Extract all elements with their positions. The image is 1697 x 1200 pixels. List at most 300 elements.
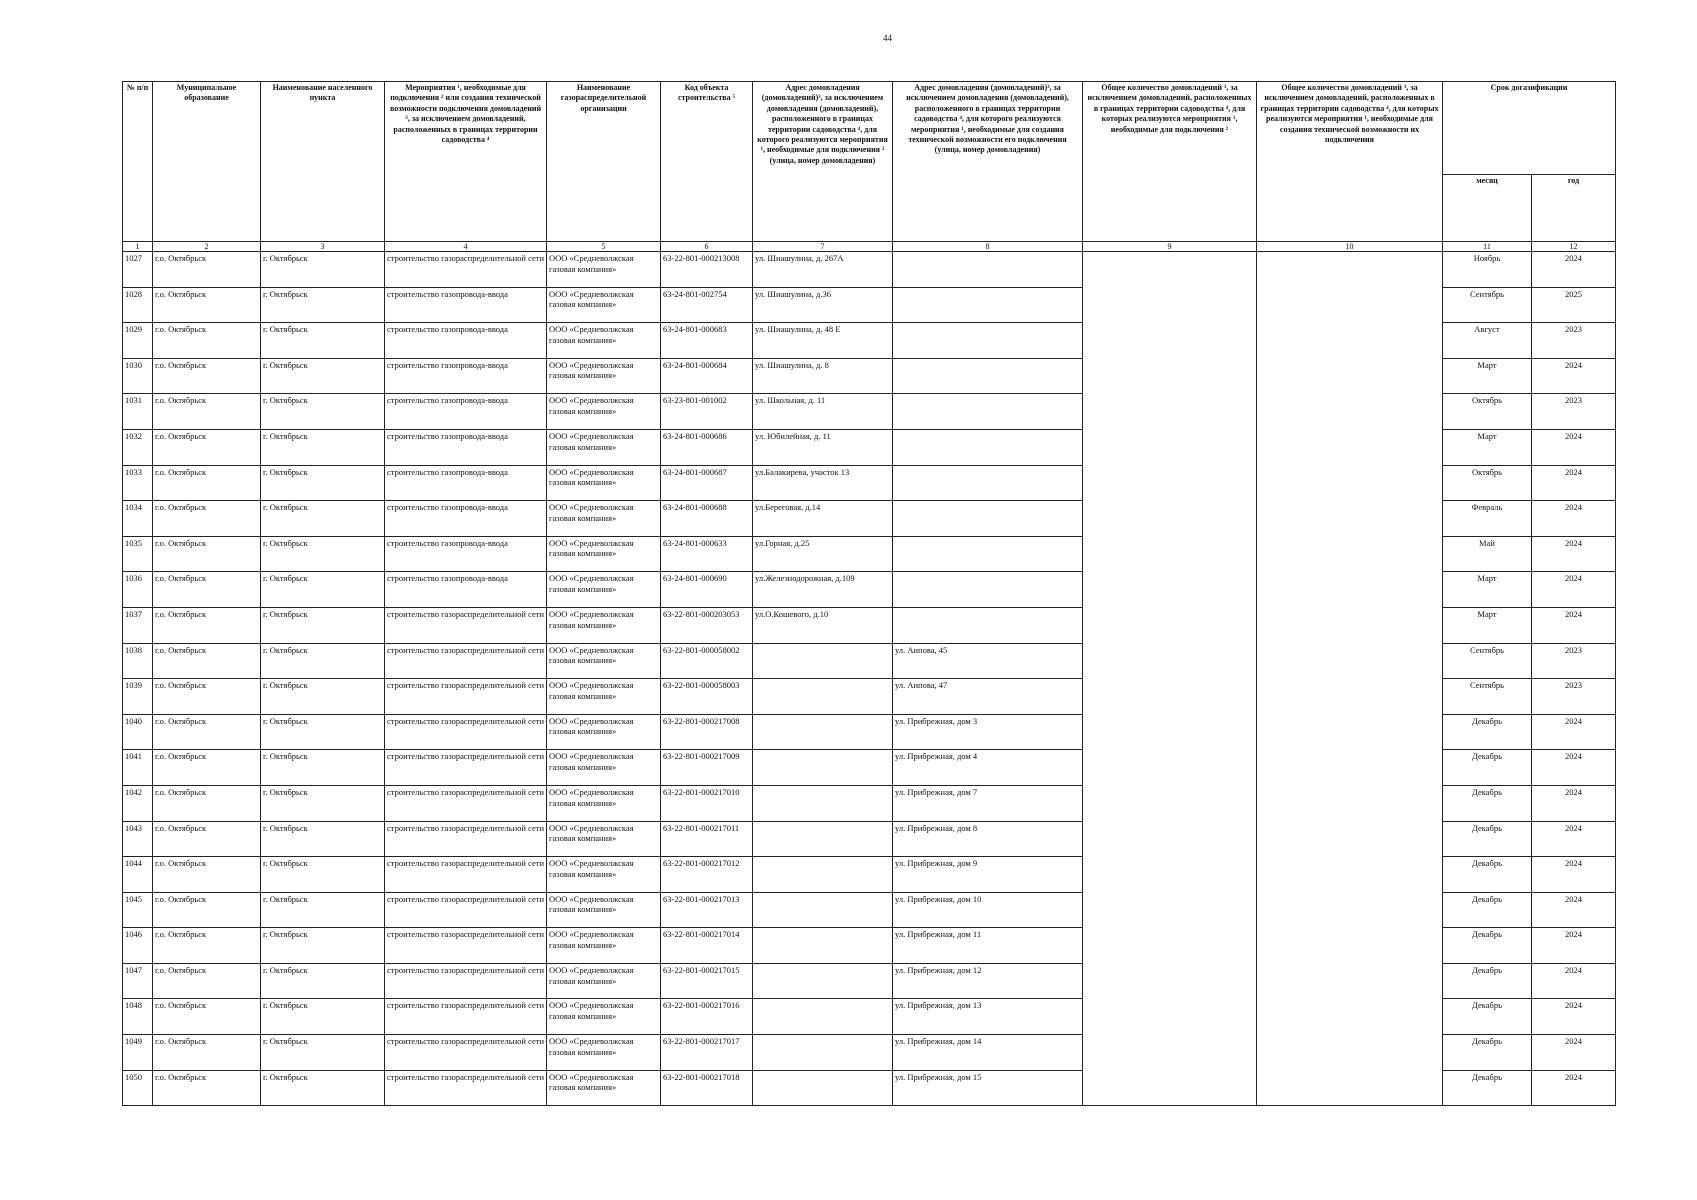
cell-number: 1047 — [123, 963, 153, 999]
cell-address-technical — [893, 572, 1083, 608]
cell-object-code: 63-22-801-000203053 — [661, 607, 753, 643]
cell-year: 2024 — [1532, 714, 1616, 750]
cell-object-code: 63-22-801-000217011 — [661, 821, 753, 857]
cell-municipality: г.о. Октябрьск — [153, 1035, 261, 1071]
cell-month: Март — [1443, 607, 1532, 643]
cell-address-connection: ул. Шиашулина, д. 267А — [753, 252, 893, 288]
table-row — [123, 465, 1616, 501]
cell-settlement: г. Октябрьск — [261, 358, 385, 394]
cell-month: Сентябрь — [1443, 643, 1532, 679]
table-row — [123, 821, 1616, 857]
cell-year: 2023 — [1532, 679, 1616, 715]
cell-object-code: 63-24-801-000690 — [661, 572, 753, 608]
cell-settlement: г. Октябрьск — [261, 429, 385, 465]
cell-count-connection — [1083, 607, 1257, 643]
cell-year: 2024 — [1532, 821, 1616, 857]
cell-year: 2024 — [1532, 501, 1616, 537]
cell-municipality: г.о. Октябрьск — [153, 572, 261, 608]
cell-event: строительство газораспределительной сети — [385, 963, 547, 999]
table-row — [123, 785, 1616, 821]
cell-organization: ООО «Средневолжская газовая компания» — [547, 323, 661, 359]
cell-object-code: 63-22-801-000217015 — [661, 963, 753, 999]
cell-count-connection — [1083, 1070, 1257, 1106]
cell-event: строительство газопровода-ввода — [385, 429, 547, 465]
cell-object-code: 63-22-801-000217010 — [661, 785, 753, 821]
cell-object-code: 63-23-801-001002 — [661, 394, 753, 430]
cell-address-technical: ул. Прибрежная, дом 13 — [893, 999, 1083, 1035]
cell-event: строительство газопровода-ввода — [385, 501, 547, 537]
cell-year: 2024 — [1532, 465, 1616, 501]
cell-address-connection: ул. Школьная, д. 11 — [753, 394, 893, 430]
cell-organization: ООО «Средневолжская газовая компания» — [547, 607, 661, 643]
table-row — [123, 252, 1616, 288]
cell-year: 2024 — [1532, 358, 1616, 394]
cell-count-technical — [1257, 1070, 1443, 1106]
cell-count-technical — [1257, 750, 1443, 786]
cell-count-technical — [1257, 714, 1443, 750]
cell-settlement: г. Октябрьск — [261, 1035, 385, 1071]
cell-month: Октябрь — [1443, 394, 1532, 430]
cell-month: Декабрь — [1443, 999, 1532, 1035]
cell-municipality: г.о. Октябрьск — [153, 358, 261, 394]
cell-month: Август — [1443, 323, 1532, 359]
cell-address-connection: ул.Балакирева, участок 13 — [753, 465, 893, 501]
table-row — [123, 714, 1616, 750]
cell-count-technical — [1257, 643, 1443, 679]
cell-number: 1029 — [123, 323, 153, 359]
cell-object-code: 63-24-801-000688 — [661, 501, 753, 537]
table-row — [123, 358, 1616, 394]
cell-month: Декабрь — [1443, 1070, 1532, 1106]
cell-count-technical — [1257, 465, 1443, 501]
cell-month: Февраль — [1443, 501, 1532, 537]
cell-organization: ООО «Средневолжская газовая компания» — [547, 465, 661, 501]
cell-number: 1045 — [123, 892, 153, 928]
header-events: Мероприятия ¹, необходимые для подключения ² или создания технической возможности подключения домовладений ³, за исключением домовладений, расположенных в границах территории садоводства ⁴ — [385, 82, 547, 242]
cell-number: 1048 — [123, 999, 153, 1035]
col-num: 10 — [1257, 242, 1443, 252]
col-num: 12 — [1532, 242, 1616, 252]
cell-organization: ООО «Средневолжская газовая компания» — [547, 429, 661, 465]
cell-municipality: г.о. Октябрьск — [153, 1070, 261, 1106]
col-num: 4 — [385, 242, 547, 252]
cell-count-connection — [1083, 501, 1257, 537]
cell-object-code: 63-22-801-000217008 — [661, 714, 753, 750]
cell-month: Декабрь — [1443, 750, 1532, 786]
cell-object-code: 63-22-801-000213008 — [661, 252, 753, 288]
cell-year: 2024 — [1532, 252, 1616, 288]
cell-settlement: г. Октябрьск — [261, 892, 385, 928]
cell-event: строительство газопровода-ввода — [385, 394, 547, 430]
cell-year: 2024 — [1532, 857, 1616, 893]
cell-month: Май — [1443, 536, 1532, 572]
cell-object-code: 63-24-801-000633 — [661, 536, 753, 572]
cell-settlement: г. Октябрьск — [261, 714, 385, 750]
cell-organization: ООО «Средневолжская газовая компания» — [547, 572, 661, 608]
cell-event: строительство газораспределительной сети — [385, 785, 547, 821]
cell-address-technical: ул. Прибрежная, дом 4 — [893, 750, 1083, 786]
cell-address-connection — [753, 1035, 893, 1071]
cell-object-code: 63-22-801-000217016 — [661, 999, 753, 1035]
cell-count-connection — [1083, 1035, 1257, 1071]
cell-count-technical — [1257, 394, 1443, 430]
cell-count-technical — [1257, 857, 1443, 893]
col-num: 9 — [1083, 242, 1257, 252]
cell-year: 2024 — [1532, 963, 1616, 999]
header-deadline: Срок догазификации — [1443, 82, 1616, 175]
cell-number: 1035 — [123, 536, 153, 572]
cell-number: 1044 — [123, 857, 153, 893]
cell-count-connection — [1083, 928, 1257, 964]
cell-address-technical — [893, 607, 1083, 643]
cell-address-technical: ул. Аипова, 45 — [893, 643, 1083, 679]
header-number: № п/п — [123, 82, 153, 242]
cell-address-technical: ул. Аипова, 47 — [893, 679, 1083, 715]
cell-event: строительство газораспределительной сети — [385, 643, 547, 679]
cell-object-code: 63-22-801-000058002 — [661, 643, 753, 679]
cell-address-connection: ул. Шиашулина, д. 8 — [753, 358, 893, 394]
cell-address-connection: ул. Шиашулина, д.36 — [753, 287, 893, 323]
cell-count-connection — [1083, 963, 1257, 999]
cell-year: 2024 — [1532, 750, 1616, 786]
cell-number: 1027 — [123, 252, 153, 288]
cell-object-code: 63-22-801-000217013 — [661, 892, 753, 928]
header-municipality: Муниципальное образование — [153, 82, 261, 242]
cell-number: 1043 — [123, 821, 153, 857]
table-row — [123, 643, 1616, 679]
table-row — [123, 928, 1616, 964]
cell-event: строительство газопровода-ввода — [385, 465, 547, 501]
cell-address-connection — [753, 750, 893, 786]
cell-municipality: г.о. Октябрьск — [153, 750, 261, 786]
cell-count-connection — [1083, 287, 1257, 323]
cell-event: строительство газораспределительной сети — [385, 821, 547, 857]
cell-object-code: 63-24-801-000686 — [661, 429, 753, 465]
cell-event: строительство газораспределительной сети — [385, 679, 547, 715]
cell-event: строительство газораспределительной сети — [385, 607, 547, 643]
cell-month: Ноябрь — [1443, 252, 1532, 288]
cell-settlement: г. Октябрьск — [261, 465, 385, 501]
cell-month: Декабрь — [1443, 857, 1532, 893]
cell-organization: ООО «Средневолжская газовая компания» — [547, 750, 661, 786]
header-address-technical: Адрес домовладения (домовладений)³, за исключением домовладения (домовладений), расположенного в границах территории садоводства ⁴, для которого реализуются мероприятия ¹, необходимые для создания технической возможности его подключения (улица, номер домовладения) — [893, 82, 1083, 242]
cell-object-code: 63-24-801-000683 — [661, 323, 753, 359]
cell-settlement: г. Октябрьск — [261, 963, 385, 999]
cell-count-connection — [1083, 892, 1257, 928]
table-row — [123, 857, 1616, 893]
cell-organization: ООО «Средневолжская газовая компания» — [547, 785, 661, 821]
cell-event: строительство газопровода-ввода — [385, 572, 547, 608]
cell-number: 1028 — [123, 287, 153, 323]
cell-month: Март — [1443, 572, 1532, 608]
cell-municipality: г.о. Октябрьск — [153, 679, 261, 715]
cell-count-technical — [1257, 572, 1443, 608]
table-row — [123, 572, 1616, 608]
cell-organization: ООО «Средневолжская газовая компания» — [547, 892, 661, 928]
cell-count-connection — [1083, 643, 1257, 679]
cell-address-connection — [753, 714, 893, 750]
cell-settlement: г. Октябрьск — [261, 857, 385, 893]
cell-number: 1034 — [123, 501, 153, 537]
cell-settlement: г. Октябрьск — [261, 928, 385, 964]
cell-event: строительство газораспределительной сети — [385, 714, 547, 750]
cell-address-technical — [893, 501, 1083, 537]
cell-address-technical — [893, 323, 1083, 359]
cell-count-technical — [1257, 785, 1443, 821]
cell-address-connection: ул. Юбилейная, д. 11 — [753, 429, 893, 465]
header-object-code: Код объекта строительства ⁵ — [661, 82, 753, 242]
cell-address-technical — [893, 287, 1083, 323]
cell-event: строительство газопровода-ввода — [385, 323, 547, 359]
cell-municipality: г.о. Октябрьск — [153, 963, 261, 999]
cell-number: 1049 — [123, 1035, 153, 1071]
cell-settlement: г. Октябрьск — [261, 750, 385, 786]
cell-organization: ООО «Средневолжская газовая компания» — [547, 394, 661, 430]
cell-address-technical: ул. Прибрежная, дом 11 — [893, 928, 1083, 964]
cell-number: 1032 — [123, 429, 153, 465]
cell-count-connection — [1083, 750, 1257, 786]
cell-year: 2023 — [1532, 643, 1616, 679]
cell-municipality: г.о. Октябрьск — [153, 465, 261, 501]
cell-municipality: г.о. Октябрьск — [153, 714, 261, 750]
table-row — [123, 963, 1616, 999]
cell-municipality: г.о. Октябрьск — [153, 287, 261, 323]
cell-municipality: г.о. Октябрьск — [153, 394, 261, 430]
cell-municipality: г.о. Октябрьск — [153, 323, 261, 359]
cell-municipality: г.о. Октябрьск — [153, 821, 261, 857]
cell-organization: ООО «Средневолжская газовая компания» — [547, 1070, 661, 1106]
col-num: 3 — [261, 242, 385, 252]
cell-address-connection — [753, 821, 893, 857]
cell-address-technical — [893, 536, 1083, 572]
cell-number: 1041 — [123, 750, 153, 786]
cell-event: строительство газораспределительной сети — [385, 928, 547, 964]
cell-address-connection — [753, 963, 893, 999]
cell-count-connection — [1083, 323, 1257, 359]
cell-municipality: г.о. Октябрьск — [153, 536, 261, 572]
cell-count-technical — [1257, 287, 1443, 323]
cell-event: строительство газораспределительной сети — [385, 999, 547, 1035]
header-year: год — [1532, 175, 1616, 242]
cell-count-connection — [1083, 679, 1257, 715]
cell-address-technical — [893, 358, 1083, 394]
table-row — [123, 287, 1616, 323]
cell-settlement: г. Октябрьск — [261, 821, 385, 857]
cell-count-technical — [1257, 821, 1443, 857]
cell-address-connection — [753, 679, 893, 715]
cell-object-code: 63-22-801-000217012 — [661, 857, 753, 893]
cell-settlement: г. Октябрьск — [261, 536, 385, 572]
cell-number: 1046 — [123, 928, 153, 964]
cell-settlement: г. Октябрьск — [261, 999, 385, 1035]
cell-address-technical: ул. Прибрежная, дом 3 — [893, 714, 1083, 750]
cell-municipality: г.о. Октябрьск — [153, 857, 261, 893]
cell-organization: ООО «Средневолжская газовая компания» — [547, 536, 661, 572]
cell-year: 2024 — [1532, 785, 1616, 821]
cell-organization: ООО «Средневолжская газовая компания» — [547, 821, 661, 857]
cell-count-connection — [1083, 252, 1257, 288]
cell-settlement: г. Октябрьск — [261, 1070, 385, 1106]
table-row — [123, 750, 1616, 786]
cell-address-connection — [753, 785, 893, 821]
cell-address-technical — [893, 465, 1083, 501]
cell-count-technical — [1257, 963, 1443, 999]
cell-settlement: г. Октябрьск — [261, 607, 385, 643]
cell-number: 1037 — [123, 607, 153, 643]
cell-count-technical — [1257, 429, 1443, 465]
cell-address-connection: ул.О.Кошевого, д.10 — [753, 607, 893, 643]
cell-year: 2024 — [1532, 928, 1616, 964]
table-row — [123, 892, 1616, 928]
cell-count-connection — [1083, 572, 1257, 608]
header-month: месяц — [1443, 175, 1532, 242]
cell-municipality: г.о. Октябрьск — [153, 999, 261, 1035]
cell-number: 1030 — [123, 358, 153, 394]
cell-organization: ООО «Средневолжская газовая компания» — [547, 501, 661, 537]
cell-organization: ООО «Средневолжская газовая компания» — [547, 358, 661, 394]
cell-month: Декабрь — [1443, 1035, 1532, 1071]
cell-municipality: г.о. Октябрьск — [153, 785, 261, 821]
cell-event: строительство газораспределительной сети — [385, 1070, 547, 1106]
cell-municipality: г.о. Октябрьск — [153, 252, 261, 288]
cell-address-technical — [893, 429, 1083, 465]
cell-object-code: 63-22-801-000058003 — [661, 679, 753, 715]
cell-month: Декабрь — [1443, 821, 1532, 857]
cell-count-technical — [1257, 928, 1443, 964]
table-row — [123, 323, 1616, 359]
cell-address-technical — [893, 252, 1083, 288]
cell-address-technical: ул. Прибрежная, дом 12 — [893, 963, 1083, 999]
col-num: 7 — [753, 242, 893, 252]
cell-count-connection — [1083, 857, 1257, 893]
cell-count-technical — [1257, 252, 1443, 288]
cell-event: строительство газораспределительной сети — [385, 750, 547, 786]
page-number: 44 — [883, 33, 892, 43]
cell-month: Декабрь — [1443, 963, 1532, 999]
cell-count-connection — [1083, 536, 1257, 572]
cell-settlement: г. Октябрьск — [261, 323, 385, 359]
cell-number: 1033 — [123, 465, 153, 501]
cell-event: строительство газораспределительной сети — [385, 892, 547, 928]
cell-organization: ООО «Средневолжская газовая компания» — [547, 928, 661, 964]
table-row — [123, 1035, 1616, 1071]
cell-object-code: 63-24-801-000687 — [661, 465, 753, 501]
cell-address-connection — [753, 643, 893, 679]
cell-settlement: г. Октябрьск — [261, 785, 385, 821]
cell-organization: ООО «Средневолжская газовая компания» — [547, 643, 661, 679]
cell-municipality: г.о. Октябрьск — [153, 607, 261, 643]
table-row — [123, 429, 1616, 465]
cell-event: строительство газопровода-ввода — [385, 287, 547, 323]
cell-organization: ООО «Средневолжская газовая компания» — [547, 857, 661, 893]
cell-number: 1042 — [123, 785, 153, 821]
cell-organization: ООО «Средневолжская газовая компания» — [547, 714, 661, 750]
cell-number: 1039 — [123, 679, 153, 715]
cell-count-connection — [1083, 394, 1257, 430]
col-num: 11 — [1443, 242, 1532, 252]
cell-count-technical — [1257, 892, 1443, 928]
table-row — [123, 536, 1616, 572]
cell-year: 2025 — [1532, 287, 1616, 323]
cell-count-connection — [1083, 465, 1257, 501]
cell-number: 1050 — [123, 1070, 153, 1106]
cell-organization: ООО «Средневолжская газовая компания» — [547, 1035, 661, 1071]
cell-address-connection: ул.Железнодорожная, д.109 — [753, 572, 893, 608]
cell-organization: ООО «Средневолжская газовая компания» — [547, 252, 661, 288]
header-organization: Наименование газораспределительной организации — [547, 82, 661, 242]
cell-count-connection — [1083, 785, 1257, 821]
cell-event: строительство газопровода-ввода — [385, 358, 547, 394]
cell-year: 2024 — [1532, 607, 1616, 643]
cell-settlement: г. Октябрьск — [261, 287, 385, 323]
cell-count-connection — [1083, 358, 1257, 394]
cell-year: 2024 — [1532, 1070, 1616, 1106]
col-num: 6 — [661, 242, 753, 252]
cell-number: 1040 — [123, 714, 153, 750]
cell-address-technical: ул. Прибрежная, дом 7 — [893, 785, 1083, 821]
cell-month: Сентябрь — [1443, 287, 1532, 323]
cell-address-connection: ул. Шиашулина, д. 48 Е — [753, 323, 893, 359]
cell-month: Сентябрь — [1443, 679, 1532, 715]
cell-year: 2024 — [1532, 572, 1616, 608]
cell-object-code: 63-22-801-000217018 — [661, 1070, 753, 1106]
cell-address-connection — [753, 999, 893, 1035]
cell-municipality: г.о. Октябрьск — [153, 429, 261, 465]
cell-count-connection — [1083, 429, 1257, 465]
header-count-connection: Общее количество домовладений ³, за исключением домовладений, расположенных в границах территории садоводства ⁴, для которых реализуются мероприятия ¹, необходимые для подключения ² — [1083, 82, 1257, 242]
cell-number: 1036 — [123, 572, 153, 608]
cell-year: 2024 — [1532, 999, 1616, 1035]
cell-count-connection — [1083, 714, 1257, 750]
cell-municipality: г.о. Октябрьск — [153, 643, 261, 679]
cell-year: 2024 — [1532, 429, 1616, 465]
cell-count-technical — [1257, 501, 1443, 537]
cell-count-technical — [1257, 607, 1443, 643]
col-num: 8 — [893, 242, 1083, 252]
cell-count-technical — [1257, 536, 1443, 572]
cell-event: строительство газораспределительной сети — [385, 252, 547, 288]
cell-settlement: г. Октябрьск — [261, 643, 385, 679]
cell-municipality: г.о. Октябрьск — [153, 928, 261, 964]
cell-month: Декабрь — [1443, 785, 1532, 821]
cell-count-technical — [1257, 1035, 1443, 1071]
cell-object-code: 63-24-801-000684 — [661, 358, 753, 394]
cell-object-code: 63-22-801-000217009 — [661, 750, 753, 786]
cell-event: строительство газораспределительной сети — [385, 857, 547, 893]
cell-year: 2023 — [1532, 394, 1616, 430]
cell-month: Октябрь — [1443, 465, 1532, 501]
cell-count-technical — [1257, 323, 1443, 359]
cell-event: строительство газораспределительной сети — [385, 1035, 547, 1071]
cell-address-connection: ул.Береговая, д.14 — [753, 501, 893, 537]
table-row — [123, 394, 1616, 430]
table-row — [123, 607, 1616, 643]
cell-settlement: г. Октябрьск — [261, 572, 385, 608]
cell-year: 2024 — [1532, 536, 1616, 572]
cell-organization: ООО «Средневолжская газовая компания» — [547, 963, 661, 999]
table-row — [123, 999, 1616, 1035]
header-count-technical: Общее количество домовладений ³, за исключением домовладений, расположенных в границах территории садоводства ⁴, для которых реализуются мероприятия ¹, необходимые для создания технической возможности их подключения — [1257, 82, 1443, 242]
cell-count-connection — [1083, 821, 1257, 857]
cell-address-connection: ул.Горная, д.25 — [753, 536, 893, 572]
gasification-table — [122, 81, 1616, 1106]
cell-year: 2023 — [1532, 323, 1616, 359]
cell-settlement: г. Октябрьск — [261, 501, 385, 537]
table-row — [123, 501, 1616, 537]
cell-event: строительство газопровода-ввода — [385, 536, 547, 572]
cell-object-code: 63-22-801-000217017 — [661, 1035, 753, 1071]
cell-organization: ООО «Средневолжская газовая компания» — [547, 999, 661, 1035]
